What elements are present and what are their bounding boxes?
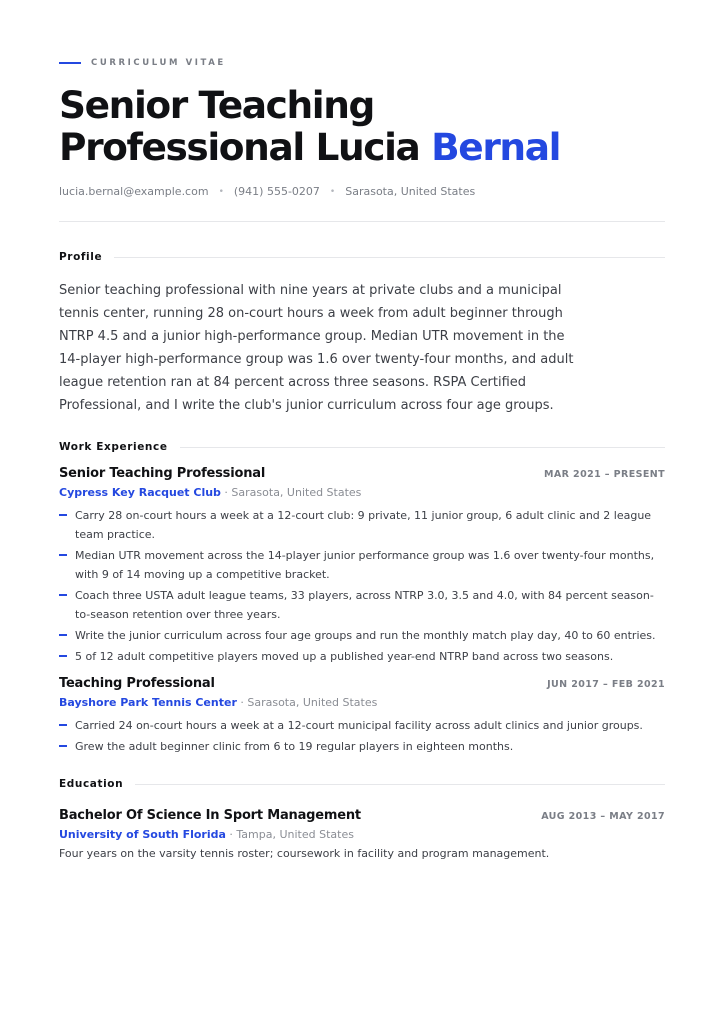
contact-phone[interactable]: (941) 555-0207 <box>233 185 320 198</box>
contact-row <box>59 185 665 198</box>
education-entry <box>59 808 665 860</box>
eyebrow-label: CURRICULUM VITAE <box>91 58 226 68</box>
school-location: · Tampa, United States <box>225 828 354 841</box>
employer-name: Cypress Key Racquet Club <box>59 486 221 499</box>
candidate-name <box>59 84 665 168</box>
name-accent: Bernal <box>431 125 561 169</box>
contact-location: Sarasota, United States <box>345 185 476 198</box>
bullet-item: Write the junior curriculum across four age groups and run the monthly match play day, 40 to 60 entries. <box>59 626 665 645</box>
section-rule <box>114 257 665 258</box>
employer-location: · Sarasota, United States <box>220 486 362 499</box>
dash-icon <box>59 514 67 516</box>
experience-section-header <box>59 441 665 453</box>
employer-location: · Sarasota, United States <box>236 696 378 709</box>
profile-summary: Senior teaching professional with nine years at private clubs and a municipal tennis center, running 28 on-court hours a week from adult beginner through NTRP 4.5 and a junior high-performance group. Median UTR movement in the 14-player high-performance group was 1.6 over twenty-four months, and adult league retention ran at 84 percent across three seasons. RSPA Certified Professional, and I write the club's junior curriculum across four age groups. <box>59 283 574 413</box>
dash-icon <box>59 634 67 636</box>
dash-icon <box>59 724 67 726</box>
job-organization <box>59 696 665 709</box>
job-entry <box>59 676 665 756</box>
bullet-item: Grew the adult beginner clinic from 6 to 19 regular players in eighteen months. <box>59 737 665 756</box>
school-row <box>59 828 665 841</box>
degree-title: Bachelor Of Science In Sport Management <box>59 808 361 823</box>
dash-icon <box>59 745 67 747</box>
section-title-education: Education <box>59 778 124 790</box>
dash-icon <box>59 554 67 556</box>
job-title: Senior Teaching Professional <box>59 466 266 481</box>
job-organization <box>59 486 665 499</box>
job-bullets <box>59 506 665 666</box>
job-dates: JUN 2017 – FEB 2021 <box>547 679 665 690</box>
education-section-header <box>59 778 665 790</box>
contact-separator: • <box>329 186 336 197</box>
bullet-item: Carry 28 on-court hours a week at a 12-court club: 9 private, 11 junior group, 6 adult clinic and 2 league team practice. <box>59 506 665 544</box>
profile-section-header <box>59 251 665 263</box>
job-dates: MAR 2021 – PRESENT <box>544 469 665 480</box>
contact-separator: • <box>218 186 224 197</box>
dash-icon <box>59 594 67 596</box>
education-dates: AUG 2013 – MAY 2017 <box>541 811 665 822</box>
section-rule <box>135 784 665 785</box>
job-entry <box>59 466 665 666</box>
section-rule <box>180 447 665 448</box>
bullet-item: Carried 24 on-court hours a week at a 12-court municipal facility across adult clinics and junior groups. <box>59 716 665 735</box>
job-title: Teaching Professional <box>59 676 215 691</box>
dash-icon <box>59 655 67 657</box>
contact-email[interactable]: lucia.bernal@example.com <box>59 185 209 198</box>
eyebrow <box>59 56 665 70</box>
bullet-item: Median UTR movement across the 14-player junior performance group was 1.6 over twenty-four months, with 9 of 14 moving up a competitive bracket. <box>59 546 665 584</box>
bullet-item: 5 of 12 adult competitive players moved up a published year-end NTRP band across two seasons. <box>59 647 665 666</box>
section-title-profile: Profile <box>59 251 103 263</box>
section-title-experience: Work Experience <box>59 441 168 453</box>
bullet-item: Coach three USTA adult league teams, 33 players, across NTRP 3.0, 3.5 and 4.0, with 84 percent season-to-season retention over three years. <box>59 586 665 624</box>
employer-name: Bayshore Park Tennis Center <box>59 696 237 709</box>
name-line-2: Professional Lucia <box>59 125 420 169</box>
name-line-1: Senior Teaching <box>59 83 374 127</box>
eyebrow-rule <box>59 62 81 64</box>
header-divider <box>59 221 665 222</box>
school-name: University of South Florida <box>59 828 226 841</box>
education-note: Four years on the varsity tennis roster; coursework in facility and program management. <box>59 847 550 860</box>
job-bullets <box>59 716 665 756</box>
